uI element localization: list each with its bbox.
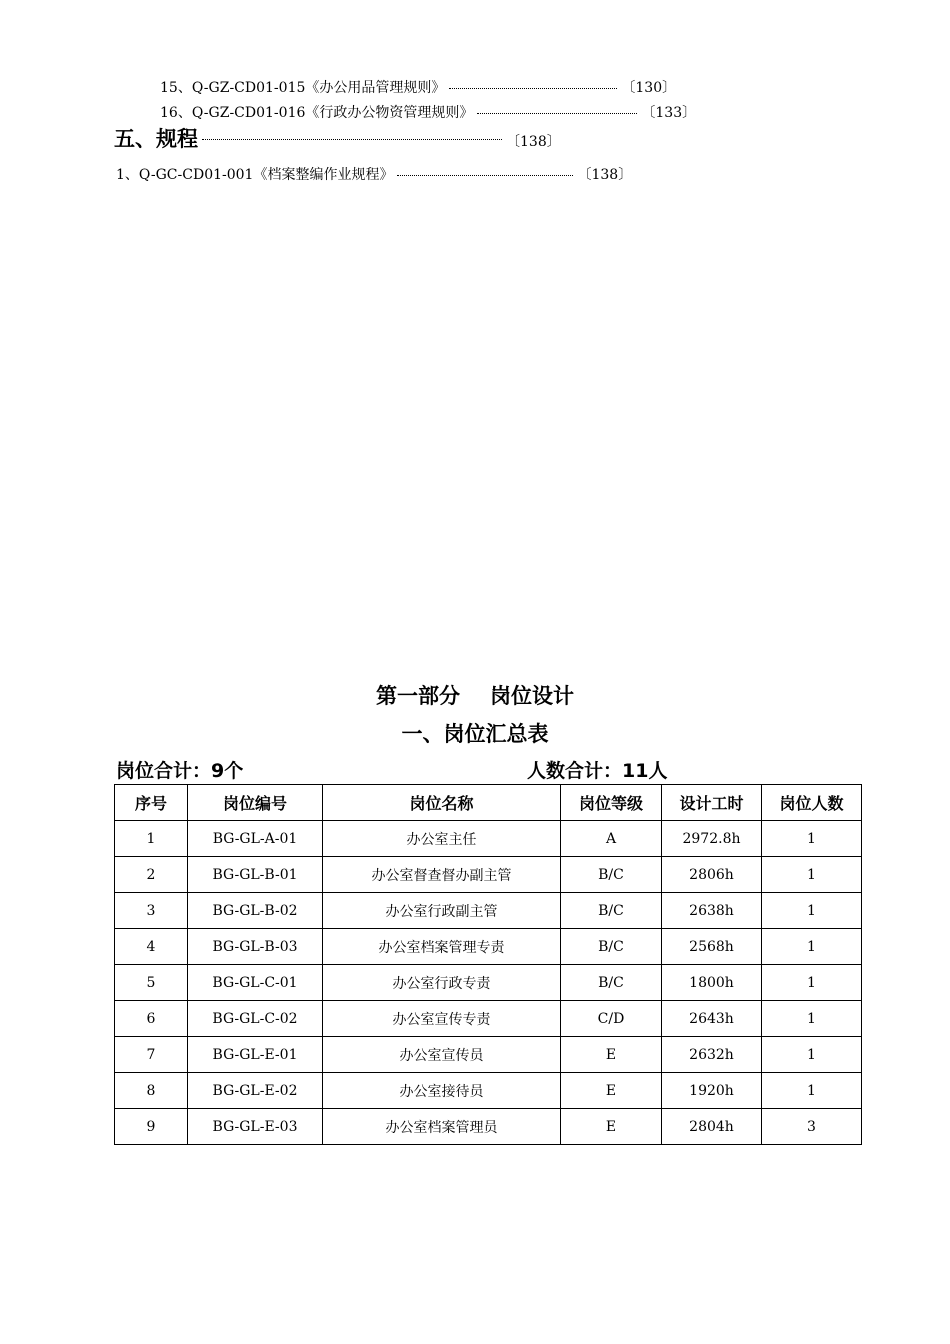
table-row xyxy=(115,1001,862,1037)
cell-post-grade: B/C xyxy=(561,929,662,965)
table-row xyxy=(115,857,862,893)
toc-entry[interactable] xyxy=(160,77,676,97)
cell-headcount: 1 xyxy=(762,857,862,893)
table-row xyxy=(115,1037,862,1073)
cell-design-hours: 2643h xyxy=(662,1001,762,1037)
cell-index: 4 xyxy=(115,929,188,965)
table-header-row xyxy=(115,785,862,821)
cell-post-grade: E xyxy=(561,1037,662,1073)
cell-index: 9 xyxy=(115,1109,188,1145)
cell-headcount: 1 xyxy=(762,1037,862,1073)
cell-headcount: 1 xyxy=(762,1001,862,1037)
toc-entry-label: 15、Q-GZ-CD01-015《办公用品管理规则》 xyxy=(160,80,446,96)
cell-post-code: BG-GL-B-03 xyxy=(188,929,323,965)
toc-entry-label: 16、Q-GZ-CD01-016《行政办公物资管理规则》 xyxy=(160,105,474,121)
cell-index: 2 xyxy=(115,857,188,893)
cell-headcount: 1 xyxy=(762,929,862,965)
toc-entry-page: 〔130〕 xyxy=(621,80,677,96)
toc-entry-page: 〔138〕 xyxy=(577,167,633,183)
header-design-hours: 设计工时 xyxy=(662,785,762,821)
summary-title: 一、岗位汇总表 xyxy=(401,722,549,746)
cell-post-name: 办公室督查督办副主管 xyxy=(323,857,561,893)
cell-post-code: BG-GL-E-01 xyxy=(188,1037,323,1073)
cell-post-code: BG-GL-B-01 xyxy=(188,857,323,893)
toc-entry[interactable] xyxy=(116,164,632,184)
toc-entry-page: 〔138〕 xyxy=(506,134,561,150)
cell-post-code: BG-GL-C-02 xyxy=(188,1001,323,1037)
cell-design-hours: 1800h xyxy=(662,965,762,1001)
cell-headcount: 1 xyxy=(762,821,862,857)
cell-post-grade: A xyxy=(561,821,662,857)
table-row xyxy=(115,1109,862,1145)
cell-headcount: 1 xyxy=(762,1073,862,1109)
cell-headcount: 1 xyxy=(762,893,862,929)
toc-entry[interactable] xyxy=(160,102,696,122)
cell-post-grade: E xyxy=(561,1073,662,1109)
header-headcount: 岗位人数 xyxy=(762,785,862,821)
cell-design-hours: 2804h xyxy=(662,1109,762,1145)
toc-leader xyxy=(477,112,637,114)
table-row xyxy=(115,821,862,857)
cell-post-name: 办公室主任 xyxy=(323,821,561,857)
cell-index: 1 xyxy=(115,821,188,857)
cell-design-hours: 2638h xyxy=(662,893,762,929)
people-total: 人数合计：11人 xyxy=(527,760,668,782)
cell-post-name: 办公室宣传员 xyxy=(323,1037,561,1073)
cell-post-name: 办公室接待员 xyxy=(323,1073,561,1109)
post-summary-table xyxy=(114,784,862,1145)
cell-headcount: 1 xyxy=(762,965,862,1001)
cell-post-grade: B/C xyxy=(561,965,662,1001)
header-post-code: 岗位编号 xyxy=(188,785,323,821)
cell-post-code: BG-GL-A-01 xyxy=(188,821,323,857)
table-row xyxy=(115,965,862,1001)
header-post-grade: 岗位等级 xyxy=(561,785,662,821)
header-post-name: 岗位名称 xyxy=(323,785,561,821)
cell-post-grade: B/C xyxy=(561,893,662,929)
cell-post-name: 办公室宣传专责 xyxy=(323,1001,561,1037)
toc-entry-page: 〔133〕 xyxy=(641,105,697,121)
cell-post-name: 办公室档案管理专责 xyxy=(323,929,561,965)
toc-leader xyxy=(397,174,573,176)
cell-headcount: 3 xyxy=(762,1109,862,1145)
cell-index: 8 xyxy=(115,1073,188,1109)
cell-post-grade: E xyxy=(561,1109,662,1145)
cell-post-code: BG-GL-E-02 xyxy=(188,1073,323,1109)
cell-design-hours: 2568h xyxy=(662,929,762,965)
cell-design-hours: 2632h xyxy=(662,1037,762,1073)
table-row xyxy=(115,1073,862,1109)
header-index: 序号 xyxy=(115,785,188,821)
cell-index: 6 xyxy=(115,1001,188,1037)
cell-design-hours: 2806h xyxy=(662,857,762,893)
cell-post-code: BG-GL-C-01 xyxy=(188,965,323,1001)
cell-post-grade: B/C xyxy=(561,857,662,893)
toc-entry-label: 1、Q-GC-CD01-001《档案整编作业规程》 xyxy=(116,167,394,183)
cell-index: 5 xyxy=(115,965,188,1001)
cell-design-hours: 2972.8h xyxy=(662,821,762,857)
cell-post-code: BG-GL-E-03 xyxy=(188,1109,323,1145)
cell-design-hours: 1920h xyxy=(662,1073,762,1109)
toc-leader xyxy=(449,87,617,89)
cell-index: 3 xyxy=(115,893,188,929)
cell-post-name: 办公室行政专责 xyxy=(323,965,561,1001)
cell-post-code: BG-GL-B-02 xyxy=(188,893,323,929)
toc-section-entry[interactable] xyxy=(114,123,561,153)
part-number: 第一部分 xyxy=(376,684,460,708)
part-title: 岗位设计 xyxy=(490,684,574,708)
part-heading xyxy=(0,680,950,710)
table-row xyxy=(115,929,862,965)
cell-post-name: 办公室行政副主管 xyxy=(323,893,561,929)
cell-post-name: 办公室档案管理员 xyxy=(323,1109,561,1145)
table-row xyxy=(115,893,862,929)
toc-leader xyxy=(202,138,502,140)
post-total: 岗位合计：9个 xyxy=(116,760,244,782)
cell-index: 7 xyxy=(115,1037,188,1073)
cell-post-grade: C/D xyxy=(561,1001,662,1037)
toc-section-label: 五、规程 xyxy=(114,127,198,151)
